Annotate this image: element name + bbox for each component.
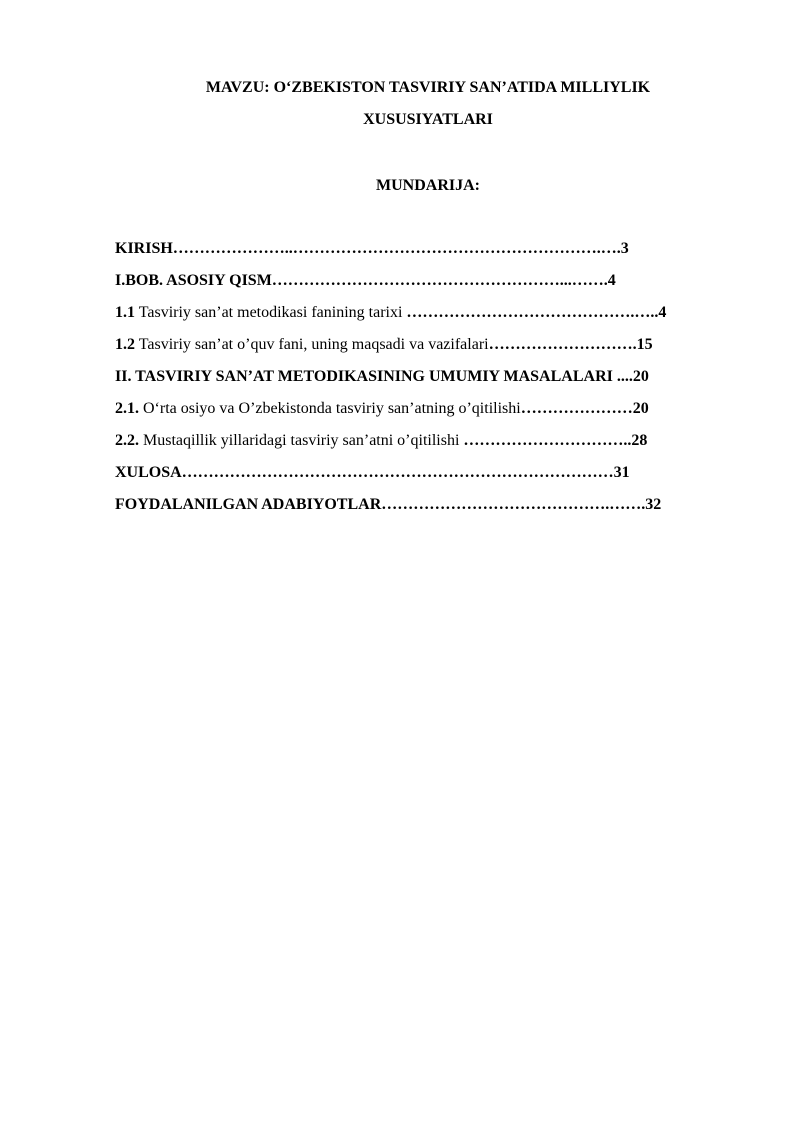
- toc-entry-number: 2.2.: [115, 432, 139, 449]
- toc-entry-bob-1: [115, 271, 755, 303]
- toc-entry-1-2: [115, 335, 755, 367]
- toc-entry-text: Tasviriy san’at o’quv fani, uning maqsadi va vazifalari: [135, 336, 489, 353]
- toc-entry-text: O‘rta osiyo va O’zbekistonda tasviriy san’atning o’qitilishi: [139, 400, 521, 417]
- toc-entry-prefix: KIRISH…………………..………………………………………………….….: [115, 240, 621, 257]
- toc-entry-text: Mustaqillik yillaridagi tasviriy san’atni o’qitilishi: [139, 432, 464, 449]
- toc-entry-page: …………………………..28: [463, 432, 648, 449]
- contents-heading: MUNDARIJA:: [376, 177, 480, 194]
- toc-entry-page: …………………20: [520, 400, 649, 417]
- toc-entry-prefix: II. TASVIRIY SAN’AT METODIKASINING UMUMIY MASALALARI ....20: [115, 368, 649, 385]
- toc-entry-2-1: [115, 399, 755, 431]
- toc-entry-page: 4: [607, 272, 616, 289]
- toc-entry-kirish: [115, 239, 755, 271]
- toc-entry-xulosa: [115, 463, 755, 495]
- toc-entry-number: 2.1.: [115, 400, 139, 417]
- document-title-line-2: XUSUSIYATLARI: [363, 111, 493, 128]
- toc-entry-prefix: XULOSA………………………………………………………………………31: [115, 464, 630, 481]
- document-title-line-1: MAVZU: O‘ZBEKISTON TASVIRIY SAN’ATIDA MILLIYLIK: [205, 79, 651, 96]
- toc-entry-adabiyotlar: [115, 495, 755, 527]
- toc-entry-prefix: I.BOB. ASOSIY QISM………………………………………………...…….: [115, 272, 608, 289]
- toc-entry-1-1: [115, 303, 755, 335]
- toc-entry-bob-2: [115, 367, 755, 399]
- table-of-contents: [115, 239, 755, 527]
- toc-entry-page: …………………………………….…..4: [406, 304, 667, 321]
- toc-entry-page: ……………………….15: [488, 336, 653, 353]
- toc-entry-page: 3: [620, 240, 629, 257]
- toc-entry-number: 1.1: [115, 304, 135, 321]
- toc-entry-prefix: FOYDALANILGAN ADABIYOTLAR…………………………………….…….32: [115, 496, 662, 513]
- toc-entry-text: Tasviriy san’at metodikasi fanining tarixi: [135, 304, 407, 321]
- toc-entry-2-2: [115, 431, 755, 463]
- toc-entry-number: 1.2: [115, 336, 135, 353]
